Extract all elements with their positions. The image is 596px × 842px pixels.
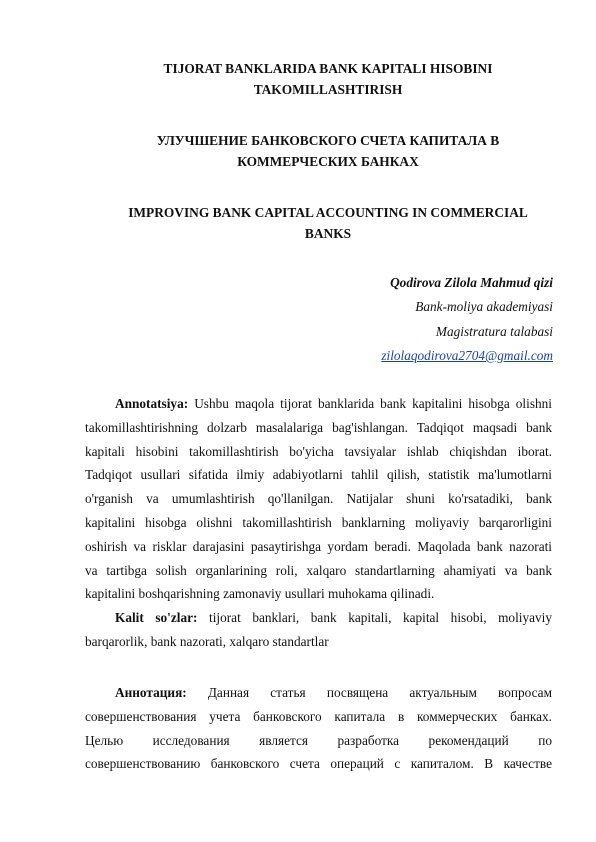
annotation-russian-line: Данная статья посвящена актуальным вопросам [186,685,552,700]
annotation-uzbek-line: kapitalini hisobga olishni takomillashtirish banklarning moliyaviy barqarorligini [85,514,552,530]
author-name-text: Qodirova Zilola Mahmud qizi [390,275,553,290]
annotation-uzbek-label: Annotatsiya: [115,396,189,411]
annotation-russian-line: совершенствования учета банковского капитала в коммерческих банках. [85,708,552,724]
annotation-uzbek-line: va tartibga solish organlarining roli, xalqaro standartlarning ahamiyati va bank [85,562,552,578]
annotation-uzbek-line: kapitali hisobini takomillashtirish bo'yicha tavsiyalar ishlab chiqishdan iborat. [85,443,552,459]
annotation-russian-line: совершенствованию банковского счета операций с капиталом. В качестве [85,756,552,772]
keywords-uzbek-line: tijorat banklari, bank kapitali, kapital hisobi, moliyaviy [197,610,552,625]
author-name [253,271,553,296]
author-email [253,344,553,369]
annotation-uzbek-line: kapitalini boshqarishning zamonaviy usullari muhokama qilinadi. [85,586,435,602]
author-affiliation [253,295,553,320]
title-uzbek-line-2: TAKOMILLASHTIRISH [253,82,403,97]
annotation-russian [85,681,552,776]
title-uzbek [60,58,596,100]
title-english-line-1: IMPROVING BANK CAPITAL ACCOUNTING IN COMMERCIAL [128,205,528,220]
annotation-uzbek-line: takomillashtirishning dolzarb masalalariga bag'ishlangan. Tadqiqot maqsadi bank [85,419,552,435]
annotation-uzbek-line: Ushbu maqola tijorat banklarida bank kapitalini hisobga olishni [188,396,552,411]
title-russian [60,130,596,172]
title-uzbek-line-1: TIJORAT BANKLARIDA BANK KAPITALI HISOBINI [163,61,493,76]
author-email-link[interactable]: zilolaqodirova2704@gmail.com [381,348,553,363]
keywords-uzbek-line: barqarorlik, bank nazorati, xalqaro standartlar [85,633,329,649]
annotation-uzbek-line: oshirish va risklar darajasini pasaytirishga yordam beradi. Maqolada bank nazorati [85,538,552,554]
author-position [253,320,553,345]
title-english-line-2: BANKS [304,226,352,241]
annotation-uzbek-line: Tadqiqot usullari sifatida ilmiy adabiyotlarni tahlil qilish, statistik ma'lumotlarni [85,467,552,483]
title-russian-line-1: УЛУЧШЕНИЕ БАНКОВСКОГО СЧЕТА КАПИТАЛА В [156,133,500,148]
author-affiliation-text: Bank-moliya akademiyasi [415,299,553,314]
annotation-uzbek-line: o'rganish va umumlashtirish qo'llanilgan. Natijalar shuni ko'rsatadiki, bank [85,491,552,507]
title-english [60,202,596,244]
keywords-uzbek-label: Kalit so'zlar: [115,610,198,625]
author-position-text: Magistratura talabasi [435,324,553,339]
annotation-uzbek [85,392,552,606]
annotation-russian-label: Аннотация: [115,685,187,700]
annotation-russian-line: Целью исследования является разработка рекомендаций по [85,732,552,748]
keywords-uzbek [85,606,552,654]
title-russian-line-2: КОММЕРЧЕСКИХ БАНКАХ [237,154,419,169]
